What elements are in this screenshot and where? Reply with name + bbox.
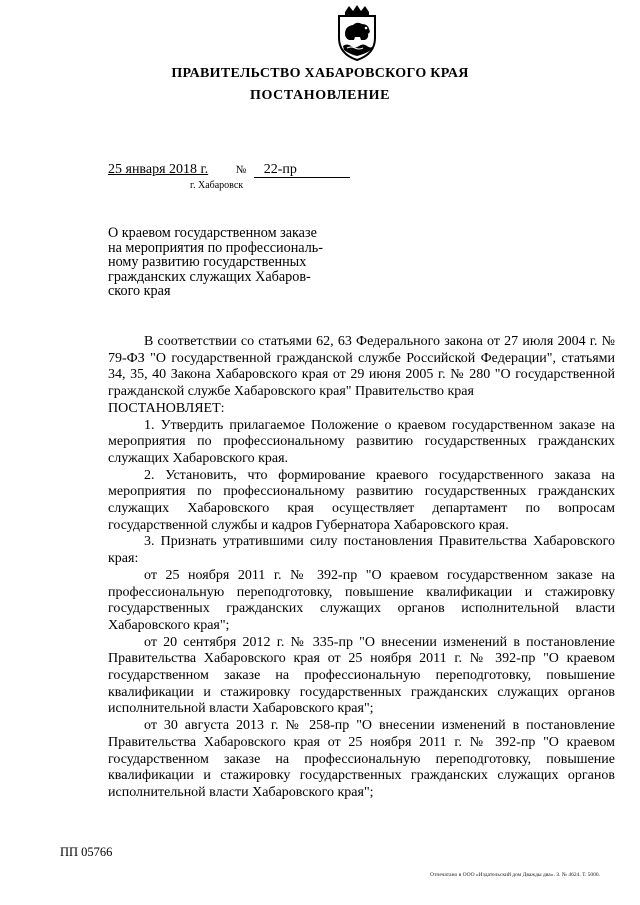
form-code: ПП 05766 (60, 845, 113, 859)
requisites-line (108, 162, 350, 178)
document-subject (108, 226, 340, 299)
item-3-paragraph: 3. Признать утратившими силу постановления Правительства Хабаровского края: (108, 534, 615, 567)
document-date: 25 января 2018 г. (108, 162, 209, 177)
repealed-act-3: от 30 августа 2013 г. № 258-пр "О внесении изменений в постановление Правительства Хабаровского края от 25 ноября 2011 г. № 392-пр "О краевом государственном заказе на профессиональную переподготовку, повышение квалификации и стажировку государственных гражданских служащих органов исполнительной власти Хабаровского края"; (108, 718, 615, 800)
organization-title: ПРАВИТЕЛЬСТВО ХАБАРОВСКОГО КРАЯ (171, 66, 469, 81)
item-2-paragraph: 2. Установить, что формирование краевого государственного заказа на мероприятия по профессиональному развитию государственных гражданских служащих Хабаровского края осуществляет департамент по вопросам государственной службы и кадров Губернатора Хабаровского края. (108, 467, 615, 533)
repealed-act-2: от 20 сентября 2012 г. № 335-пр "О внесении изменений в постановление Правительства Хабаровского края от 25 ноября 2011 г. № 392-пр "О краевом государственном заказе на профессиональную переподготовку, повышение квалификации и стажировку государственных гражданских служащих органов исполнительной власти Хабаровского края"; (108, 634, 615, 717)
document-type: ПОСТАНОВЛЕНИЕ (249, 88, 391, 103)
item-1-paragraph: 1. Утвердить прилагаемое Положение о краевом государственном заказе на мероприятия по профессиональному развитию государственных гражданских служащих Хабаровского края. (108, 417, 615, 466)
document-body (108, 334, 615, 802)
resolves-heading: ПОСТАНОВЛЯЕТ: (108, 400, 225, 416)
preamble-paragraph: В соответствии со статьями 62, 63 Федерального закона от 27 июля 2004 г. № 79-ФЗ "О государственной гражданской службе Российской Федерации", статьями 34, 35, 40 Закона Хабаровского края от 29 июня 2005 г. № 280 "О государственной гражданской службе Хабаровского края" Правительство края (108, 334, 615, 400)
coat-of-arms-icon (331, 4, 383, 62)
document-city: г. Хабаровск (190, 180, 244, 191)
subject-line: ского края (108, 283, 171, 300)
document-number: 22-пр (254, 163, 350, 178)
subject-line: на мероприятия по профессиональ- (108, 239, 323, 256)
subject-line: О краевом государственном заказе (108, 225, 317, 241)
printing-note: Отпечатано в ООО «Издательский дом Дважды два». З. № 4624. Т. 5000. (430, 872, 601, 878)
number-sign: № (235, 164, 247, 176)
subject-line: ному развитию государственных (108, 254, 307, 271)
repealed-act-1: от 25 ноября 2011 г. № 392-пр "О краевом государственном заказе на профессиональную переподготовку, повышение квалификации и стажировку государственных гражданских служащих органов исполнительной власти Хабаровского края"; (108, 567, 615, 633)
subject-line: гражданских служащих Хабаров- (108, 268, 311, 285)
